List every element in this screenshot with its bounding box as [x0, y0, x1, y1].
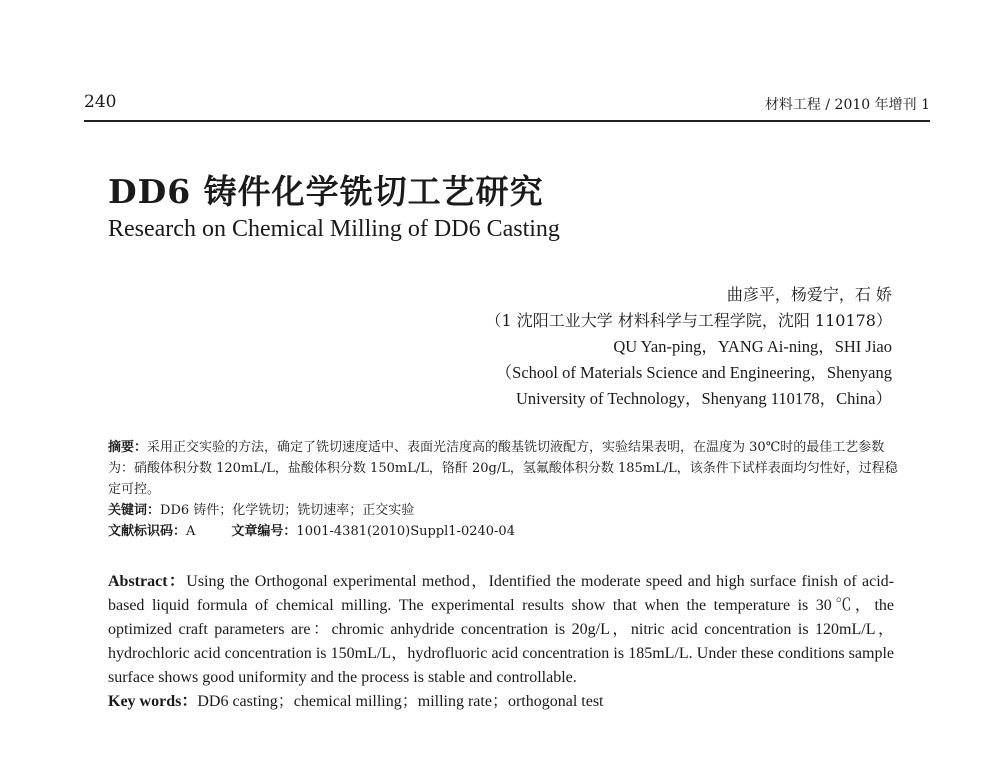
doc-code: A [186, 524, 196, 539]
keywords-chinese-line [108, 500, 900, 521]
keywords-chinese-label: 关键词： [108, 503, 161, 518]
doc-info-line [108, 521, 900, 542]
affiliation-english-line1: （School of Materials Science and Engineering，Shenyang [495, 363, 892, 382]
keywords-english: DD6 casting；chemical milling；milling rate；orthogonal test [197, 693, 604, 710]
abstract-chinese-body [108, 437, 900, 500]
abstract-chinese [108, 437, 900, 542]
header-rule [84, 120, 930, 122]
authors-chinese: 曲彦平，杨爱宁，石 娇 [726, 285, 892, 304]
abstract-chinese-text: 采用正交实验的方法，确定了铣切速度适中、表面光洁度高的酸基铣切液配方，实验结果表明，在温度为 30℃时的最佳工艺参数为：硝酸体积分数 120mL/L，盐酸体积分数 150mL/L，铬酐 20g/L，氢氟酸体积分数 185mL/L，该条件下试样表面均匀性好，过程稳定可控。 [108, 440, 898, 497]
doc-code-label: 文献标识码： [108, 524, 187, 539]
author-block [485, 282, 892, 412]
affiliation-chinese: （1 沈阳工业大学 材料科学与工程学院，沈阳 110178） [485, 311, 892, 330]
affiliation-english-line2: University of Technology，Shenyang 110178，China） [515, 389, 892, 408]
article-no-label: 文章编号： [231, 524, 297, 539]
keywords-english-label: Key words： [108, 693, 198, 710]
abstract-english-label: Abstract： [108, 573, 187, 590]
keywords-chinese: DD6 铸件；化学铣切；铣切速率；正交实验 [160, 503, 415, 518]
abstract-english [108, 570, 894, 714]
authors-english: QU Yan-ping，YANG Ai-ning，SHI Jiao [613, 337, 892, 356]
article-no: 1001-4381(2010)Suppl1-0240-04 [296, 524, 515, 539]
abstract-chinese-label: 摘要： [108, 440, 148, 455]
page-number: 240 [84, 92, 117, 112]
journal-header: 材料工程 / 2010 年增刊 1 [764, 97, 930, 113]
abstract-english-body [108, 570, 894, 690]
title-english: Research on Chemical Milling of DD6 Casting [108, 216, 560, 242]
title-chinese: DD6 铸件化学铣切工艺研究 [108, 172, 544, 211]
keywords-english-line [108, 690, 894, 714]
abstract-english-text: Using the Orthogonal experimental method，Identified the moderate speed and high surface finish of acid-based liquid formula of chemical milling. The experimental results show that when the temperature is 30℃，the optimized craft parameters are：chromic anhydride concentration is 20g/L，nitric acid concentration is 120mL/L，hydrochloric acid concentration is 150mL/L，hydrofluoric acid concentration is 185mL/L. Under these conditions sample surface shows good uniformity and the process is stable and controllable. [108, 573, 894, 686]
